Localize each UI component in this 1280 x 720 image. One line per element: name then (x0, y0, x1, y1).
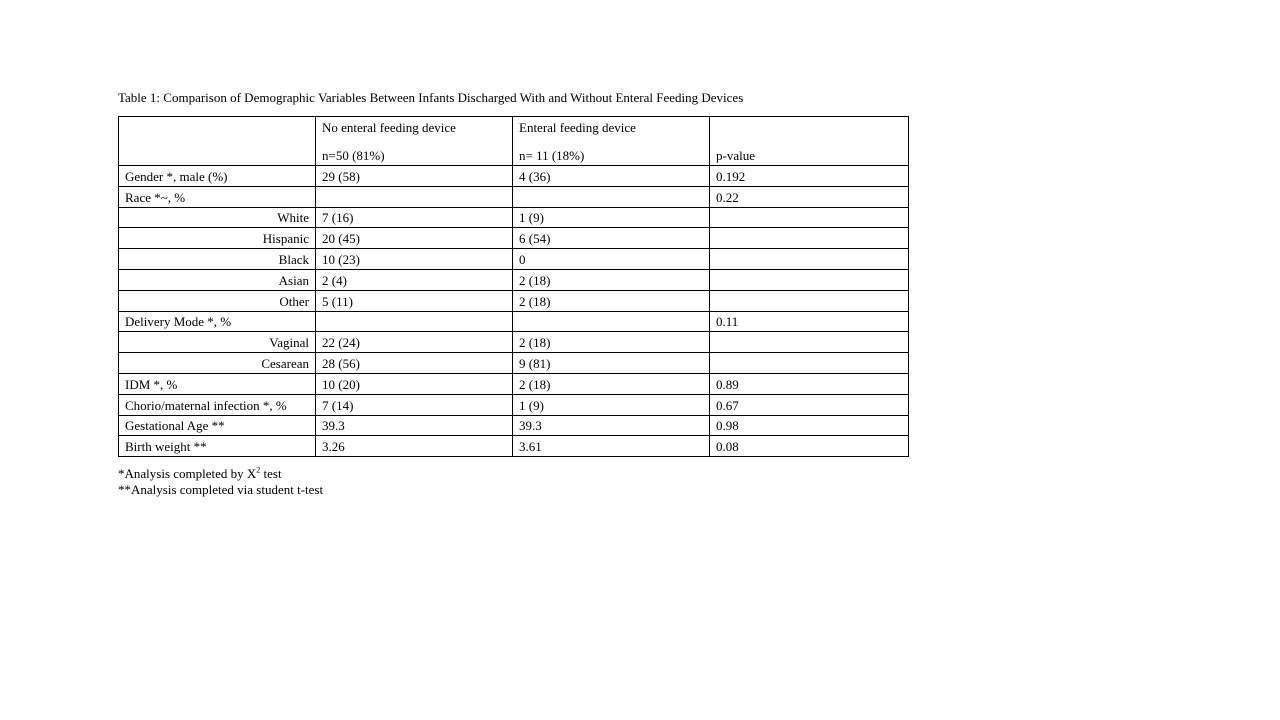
cell-device: 2 (18) (513, 269, 710, 290)
cell-no-device: 39.3 (316, 415, 513, 436)
cell-no-device: 29 (58) (316, 166, 513, 187)
cell-p-value (710, 353, 909, 374)
cell-no-device (316, 311, 513, 332)
table-row (119, 207, 909, 228)
cell-p-value: 0.22 (710, 186, 909, 207)
cell-p-value: 0.11 (710, 311, 909, 332)
cell-device: 1 (9) (513, 394, 710, 415)
header-device (513, 117, 710, 166)
table-row (119, 186, 909, 207)
cell-no-device: 3.26 (316, 436, 513, 457)
cell-no-device: 5 (11) (316, 290, 513, 311)
cell-p-value (710, 269, 909, 290)
cell-no-device: 7 (16) (316, 207, 513, 228)
cell-no-device (316, 186, 513, 207)
cell-no-device: 7 (14) (316, 394, 513, 415)
row-label: Gestational Age ** (119, 415, 316, 436)
cell-device: 2 (18) (513, 332, 710, 353)
cell-p-value (710, 228, 909, 249)
cell-device: 0 (513, 249, 710, 270)
cell-no-device: 10 (20) (316, 373, 513, 394)
footnote-t-test: **Analysis completed via student t-test (118, 482, 324, 497)
table-row (119, 332, 909, 353)
table-body (119, 117, 909, 457)
table-row (119, 228, 909, 249)
table-row (119, 269, 909, 290)
row-sublabel: Cesarean (119, 353, 316, 374)
header-no-device-title: No enteral feeding device (322, 120, 456, 135)
table-row (119, 166, 909, 187)
cell-device: 9 (81) (513, 353, 710, 374)
row-sublabel: Hispanic (119, 228, 316, 249)
table-row (119, 415, 909, 436)
row-label: Birth weight ** (119, 436, 316, 457)
table-row (119, 249, 909, 270)
row-label: Race *~, % (119, 186, 316, 207)
demographics-table (118, 116, 909, 457)
cell-device (513, 186, 710, 207)
cell-p-value (710, 332, 909, 353)
footnote-chi-superscript: 2 (256, 465, 261, 475)
cell-device: 3.61 (513, 436, 710, 457)
header-no-device-n: n=50 (81%) (322, 148, 385, 163)
cell-no-device: 10 (23) (316, 249, 513, 270)
cell-device: 2 (18) (513, 290, 710, 311)
table-row (119, 353, 909, 374)
cell-no-device: 22 (24) (316, 332, 513, 353)
cell-p-value: 0.08 (710, 436, 909, 457)
row-label: IDM *, % (119, 373, 316, 394)
cell-device (513, 311, 710, 332)
row-label: Chorio/maternal infection *, % (119, 394, 316, 415)
cell-p-value (710, 249, 909, 270)
row-sublabel: White (119, 207, 316, 228)
row-label: Delivery Mode *, % (119, 311, 316, 332)
cell-p-value: 0.67 (710, 394, 909, 415)
cell-p-value: 0.192 (710, 166, 909, 187)
table-row (119, 436, 909, 457)
table-caption: Table 1: Comparison of Demographic Variables Between Infants Discharged With and Without Enteral Feeding Devices (118, 90, 744, 105)
cell-p-value (710, 207, 909, 228)
table-row (119, 311, 909, 332)
cell-no-device: 20 (45) (316, 228, 513, 249)
row-sublabel: Other (119, 290, 316, 311)
header-no-device (316, 117, 513, 166)
header-empty-cell (119, 117, 316, 166)
header-device-n: n= 11 (18%) (519, 148, 585, 163)
footnote-chi-square (118, 466, 323, 482)
header-device-title: Enteral feeding device (519, 120, 636, 135)
footnote-chi-prefix: *Analysis completed by X (118, 466, 257, 481)
cell-p-value: 0.89 (710, 373, 909, 394)
cell-p-value (710, 290, 909, 311)
row-label: Gender *, male (%) (119, 166, 316, 187)
header-row (119, 117, 909, 166)
cell-device: 4 (36) (513, 166, 710, 187)
cell-no-device: 2 (4) (316, 269, 513, 290)
cell-device: 1 (9) (513, 207, 710, 228)
cell-no-device: 28 (56) (316, 353, 513, 374)
header-p-value-label: p-value (716, 148, 755, 163)
cell-device: 6 (54) (513, 228, 710, 249)
cell-device: 39.3 (513, 415, 710, 436)
table-row (119, 394, 909, 415)
footnotes (118, 466, 323, 498)
row-sublabel: Asian (119, 269, 316, 290)
row-sublabel: Vaginal (119, 332, 316, 353)
table-row (119, 373, 909, 394)
cell-p-value: 0.98 (710, 415, 909, 436)
cell-device: 2 (18) (513, 373, 710, 394)
table-row (119, 290, 909, 311)
row-sublabel: Black (119, 249, 316, 270)
footnote-chi-suffix: test (260, 466, 282, 481)
header-p-value (710, 117, 909, 166)
